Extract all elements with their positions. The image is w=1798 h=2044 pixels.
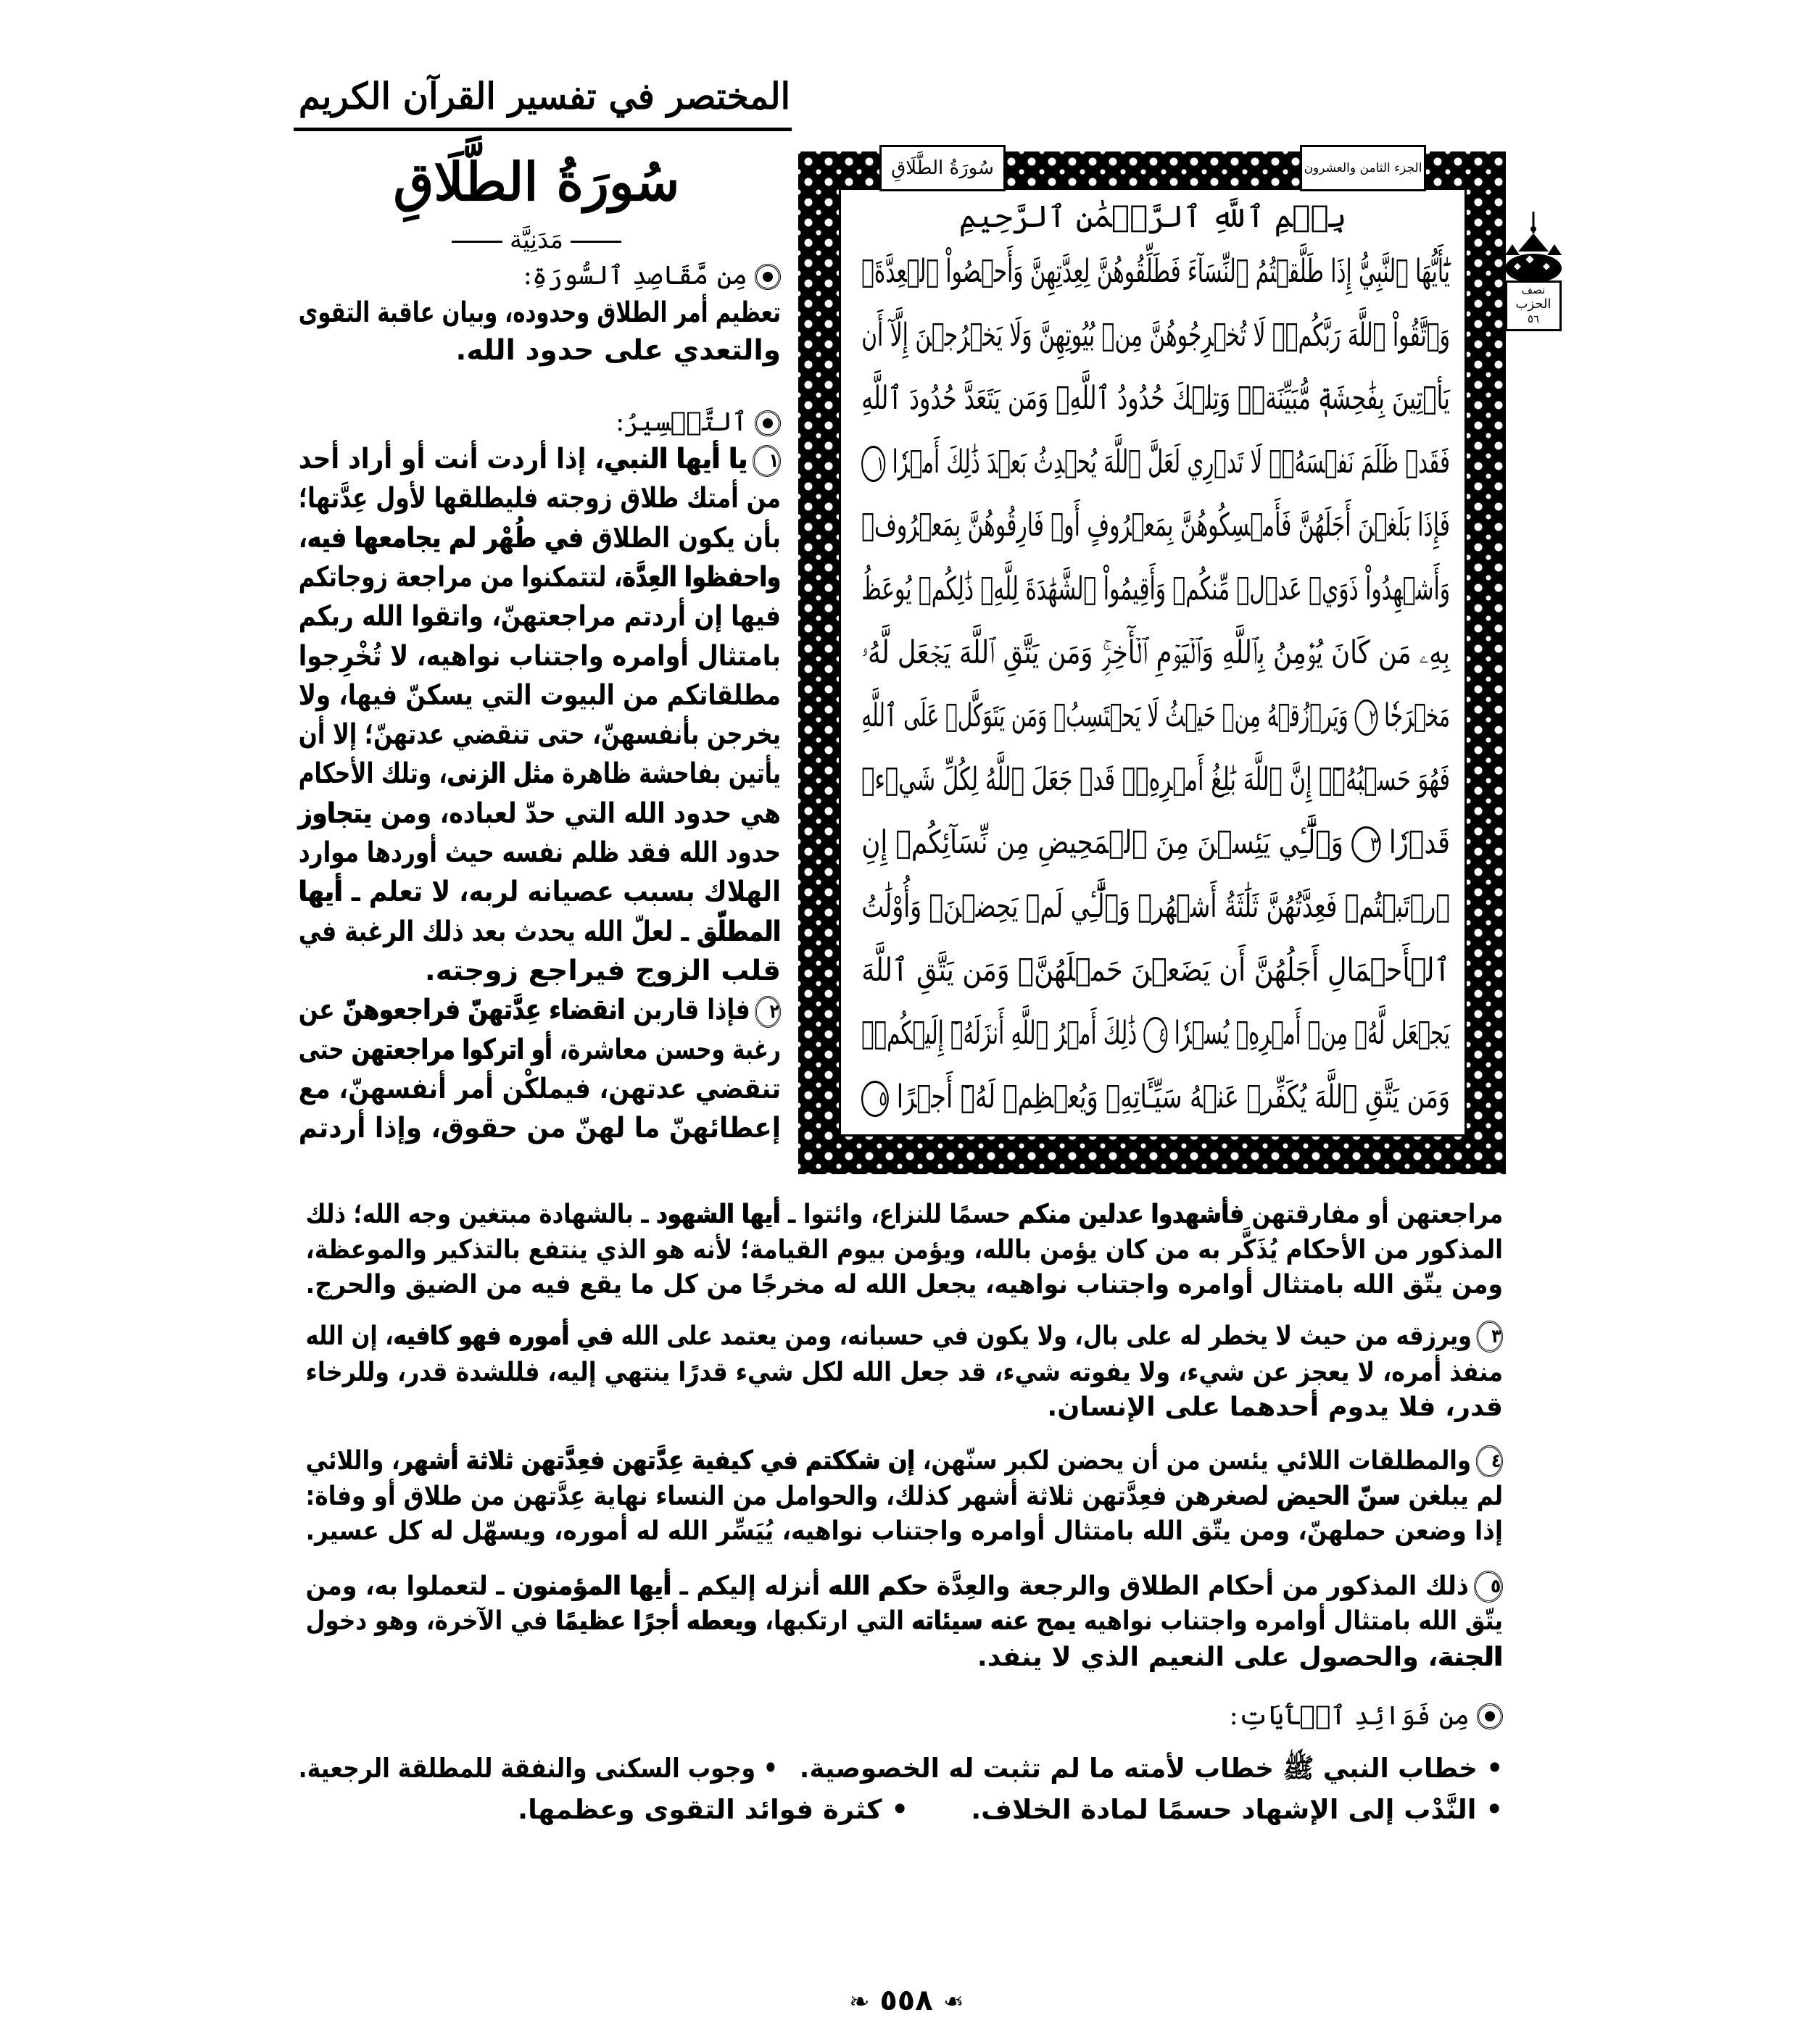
dash-divider: [452, 241, 502, 243]
text-segment: هي حدود الله التي حدّ لعباده، ومن: [372, 797, 781, 830]
quran-line: [861, 246, 1450, 297]
text-line: [298, 717, 781, 753]
verse-number-medallion-icon: ٢: [755, 996, 781, 1028]
quran-text: يَجۡعَل لَّهُۥ مِنۡ أَمۡرِهِۦ يُسۡرٗا: [1174, 1015, 1450, 1052]
book-title: المختصر في تفسير القرآن الكريم: [298, 75, 790, 117]
text-segment: بأن يكون الطلاق: [583, 521, 781, 554]
text-segment: مطلقاتكم من البيوت التي يسكنّ فيها، ولا: [298, 678, 781, 712]
text-segment: ، إذا أردت أنت أو أراد أحد: [298, 443, 605, 475]
quran-text: فَقَدۡ ظَلَمَ نَفۡسَهُۥۚ لَا تَدۡرِي لَعَلَّ ٱللَّهَ يُحۡدِثُ بَعۡدَ ذَٰلِكَ أَمۡرٗا: [892, 443, 1450, 481]
text-line: [298, 520, 781, 557]
text-segment: قدر، فلا يدوم أحدهما على الإنسان.: [1047, 1390, 1503, 1422]
highlighted-phrase: واحفظوا العِدَّة: [622, 560, 781, 594]
basmala: بِسۡمِ ٱللَّهِ ٱلرَّحۡمَٰنِ ٱلرَّحِيمِ: [958, 199, 1347, 234]
text-line: [298, 835, 781, 871]
text-segment: رغبة وحسن معاشرة،: [552, 1033, 781, 1066]
benefit-item: • كثرة فوائد التقوى وعظمها.: [518, 1794, 908, 1825]
verse-number-medallion-icon: ٣: [1477, 1321, 1503, 1353]
quran-text: ذَٰلِكَ أَمۡرُ ٱللَّهِ أَنزَلَهُۥٓ إِلَيۡكُمۡۚ: [861, 1015, 1138, 1052]
quran-text: فَإِذَا بَلَغۡنَ أَجَلَهُنَّ فَأَمۡسِكُوهُنَّ بِمَعۡرُوفٍ أَوۡ فَارِقُوهُنَّ بِمَعۡرُوفٖ: [861, 507, 1450, 544]
text-segment: يأتين بفاحشة ظاهرة: [554, 757, 781, 791]
highlighted-phrase: يتجاوز: [298, 797, 373, 830]
text-line: [298, 992, 781, 1029]
quran-text: يَأۡتِينَ بِفَٰحِشَةٖ مُّبَيِّنَةٖۚ وَتِلۡكَ حُدُودُ ٱللَّهِۚ وَمَن يَتَعَدَّ حُدُودَ ٱللَّهِ: [861, 380, 1450, 417]
text-segment: حسمًا للنزاع، وائتوا ـ: [780, 1197, 1019, 1229]
highlighted-phrase: ويعطه أجرًا عظيمًا: [555, 1604, 758, 1636]
quran-line: [861, 1008, 1450, 1059]
text-line: [298, 1032, 781, 1068]
text-line: [298, 678, 781, 714]
text-segment: ، وتلك الأحكام: [298, 757, 447, 791]
text-line: [305, 1197, 1503, 1231]
text-segment: ، إن الله: [305, 1319, 394, 1351]
text-line: [298, 639, 782, 675]
text-segment: ،: [298, 521, 307, 554]
text-line: [305, 1355, 1503, 1389]
text-line: [298, 756, 781, 792]
text-line: [294, 953, 781, 989]
text-line: [298, 481, 781, 517]
quran-line: [861, 881, 1450, 932]
text-line: [305, 1569, 1503, 1603]
quran-line: [879, 1072, 1450, 1123]
text-segment: مراجعتهن أو مفارقتهن: [1243, 1197, 1503, 1229]
text-segment: حدود الله فقد ظلم نفسه حيث أوردها موارد: [298, 836, 781, 869]
quran-text: بِهِۦ مَن كَانَ يُؤۡمِنُ بِٱللَّهِ وَٱلۡيَوۡمِ ٱلۡأٓخِرِۚ وَمَن يَتَّقِ ٱللَّهَ يَجۡعَل لَّهُۥ: [861, 633, 1450, 671]
section-heading: [294, 257, 781, 294]
section-heading-label: مِن فَوَائِدِ ٱلۡأٓيَاتِ:: [1229, 1700, 1470, 1731]
quran-text: ٱرۡتَبۡتُمۡ فَعِدَّتُهُنَّ ثَلَٰثَةُ أَشۡهُرٖ وَٱلَّٰٓـِٔي لَمۡ يَحِضۡنَۚ وَأُوْلَٰتُ: [861, 888, 1450, 925]
text-line: [298, 914, 781, 950]
highlighted-phrase: أيها المؤمنون: [513, 1569, 672, 1601]
text-segment: عن: [298, 994, 343, 1027]
text-segment: الهلاك بسبب عصيانه لربه، لا تعلم ـ: [342, 876, 781, 909]
highlighted-phrase: في طُهْر لم يجامعها فيه: [307, 521, 584, 554]
text-line: [305, 1603, 1503, 1637]
text-segment: ـ لعلّ الله يحدث بعد ذلك الرغبة في: [298, 915, 697, 948]
highlighted-phrase: أيها: [298, 876, 343, 909]
text-line: [298, 441, 781, 478]
text-segment: ، والحصول على النعيم الذي لا ينفد.: [977, 1640, 1438, 1672]
text-segment: أنزله إليكم ـ: [671, 1569, 829, 1601]
surah-label: سُورَةُ الطَّلَاقِ: [879, 145, 1006, 191]
quran-line: [861, 691, 1450, 741]
hizb-word: الحزب: [1515, 296, 1552, 312]
floral-flourish-icon: ❧: [942, 1987, 964, 2016]
text-line: [298, 1071, 781, 1108]
text-line: [305, 1443, 1503, 1477]
dome-ornament-icon: [1505, 212, 1562, 283]
highlighted-phrase: فأشهدوا عدلين منكم: [1018, 1197, 1244, 1229]
text-segment: ومن يتّق الله بامتثال أوامره واجتناب نواهيه، يجعل الله له مخرجًا من كل ما يقع فيه من الضيق والحرج.: [305, 1268, 1503, 1300]
quran-line: [861, 500, 1450, 551]
quran-line: [861, 628, 1450, 678]
ayah-end-marker-icon: ٥: [861, 1081, 889, 1117]
highlighted-phrase: أو اتركوا مراجعتهن: [352, 1033, 552, 1066]
quran-line: [861, 945, 1450, 996]
text-segment: ـ بالشهادة مبتغين وجه الله؛ ذلك: [305, 1197, 657, 1229]
surah-title: سُورَةُ الطَّلَاقِ: [393, 151, 680, 212]
text-line: [305, 1318, 1503, 1353]
quran-line: [861, 818, 1450, 868]
quran-line: [861, 564, 1450, 615]
hizb-label-box: [1505, 281, 1562, 331]
flower-ornament-icon: [755, 410, 781, 436]
juz-label: الجزء الثامن والعشرون: [1300, 145, 1426, 191]
flower-ornament-icon: [1477, 1703, 1503, 1729]
highlighted-phrase: المطلّق: [697, 915, 781, 948]
section-heading: [294, 1698, 1503, 1732]
quran-text: مَخۡرَجٗا: [1384, 697, 1450, 735]
quran-line: [877, 437, 1450, 488]
highlighted-phrase: سنّ الحيض: [1276, 1479, 1401, 1511]
text-segment: فإذا قاربن: [625, 994, 750, 1027]
verse-number-medallion-icon: ١: [753, 445, 781, 477]
quran-text: وَيَرۡزُقۡهُ مِنۡ حَيۡثُ لَا يَحۡتَسِبُۚ وَمَن يَتَوَكَّلۡ عَلَى ٱللَّهِ: [861, 697, 1348, 735]
highlighted-phrase: في أموره فهو كافيه: [393, 1319, 613, 1351]
text-line: [305, 1513, 1504, 1547]
text-segment: إذا وضعن حملهنّ، ومن يتّق الله بامتثال أوامره واجتناب نواهيه، يُيَسِّر الله له أموره، ويسهّل له كل عسير.: [305, 1514, 1504, 1546]
benefit-item: • النَّدْب إلى الإشهاد حسمًا لمادة الخلاف.: [971, 1794, 1503, 1825]
text-segment: ، واللائي: [305, 1444, 400, 1476]
text-segment: ، لتتمكنوا من مراجعة زوجاتكم: [298, 560, 623, 594]
quran-line: [861, 755, 1450, 805]
highlighted-phrase: حكم الله: [828, 1569, 929, 1601]
quran-text: وَٱلَّٰٓـِٔي يَئِسۡنَ مِنَ ٱلۡمَحِيضِ مِن نِّسَآئِكُمۡ إِنِ: [861, 824, 1343, 862]
text-line: [298, 874, 781, 910]
quran-text: قَدۡرٗا: [1388, 824, 1450, 862]
highlighted-phrase: انقضاء عِدَّتهنّ فراجعوهنّ: [342, 994, 626, 1027]
ayah-end-marker-icon: ١: [861, 446, 885, 482]
surah-type-label: مَدَنِيَّة: [509, 225, 563, 254]
text-line: [294, 333, 781, 369]
text-segment: والتعدي على حدود الله.: [455, 334, 781, 367]
text-segment: التي ارتكبها،: [757, 1604, 912, 1636]
text-segment: بامتثال أوامره واجتناب نواهيه، لا تُخْرِجوا: [298, 639, 782, 673]
quran-text: فَهُوَ حَسۡبُهُۥٓۚ إِنَّ ٱللَّهَ بَٰلِغُ أَمۡرِهِۦۚ قَدۡ جَعَلَ ٱللَّهُ لِكُلِّ شَيۡءٖ: [861, 760, 1450, 798]
ayah-end-marker-icon: ٣: [1351, 826, 1380, 863]
highlighted-phrase: يا أيها النبي: [604, 443, 748, 475]
highlighted-phrase: أيها الشهود: [656, 1197, 781, 1229]
text-segment: ذلك المذكور من أحكام الطلاق والرجعة والعِدَّة: [928, 1569, 1469, 1601]
highlighted-phrase: إن شككتم في كيفية عِدَّتهن فعِدَّتهن ثلاثة أشهر: [399, 1444, 915, 1476]
highlighted-phrase: يمح عنه سيئاته: [911, 1604, 1077, 1636]
hizb-fraction: نصف: [1521, 283, 1546, 296]
quran-text: ٱلۡأَحۡمَالِ أَجَلُهُنَّ أَن يَضَعۡنَ حَمۡلَهُنَّۚ وَمَن يَتَّقِ ٱللَّهَ: [861, 951, 1450, 989]
text-line: [298, 560, 781, 596]
hizb-number: ٥٦: [1527, 312, 1540, 325]
text-line: [305, 1232, 1503, 1266]
quran-text: وَٱتَّقُواْ ٱللَّهَ رَبَّكُمۡۖ لَا تُخۡرِجُوهُنَّ مِنۢ بُيُوتِهِنَّ وَلَا يَخۡرُجۡنَ إِلَّآ أَن: [861, 316, 1450, 354]
quran-text: وَأَشۡهِدُواْ ذَوَيۡ عَدۡلٖ مِّنكُمۡ وَأَقِيمُواْ ٱلشَّهَٰدَةَ لِلَّهِۚ ذَٰلِكُمۡ يُوعَظُ: [861, 570, 1450, 607]
quran-text: يَٰٓأَيُّهَا ٱلنَّبِيُّ إِذَا طَلَّقۡتُمُ ٱلنِّسَآءَ فَطَلِّقُوهُنَّ لِعِدَّتِهِنَّ وَأَحۡصُواْ ٱلۡعِدَّةَۖ: [861, 253, 1450, 290]
ayah-end-marker-icon: ٤: [1143, 1017, 1167, 1053]
text-segment: لصغرهن فعِدَّتهن ثلاثة أشهر كذلك، والحوامل من النساء نهاية عِدَّتهن من طلاق أو وفاة:: [305, 1479, 1277, 1511]
text-segment: لم يبلغن: [1400, 1479, 1503, 1511]
text-line: [294, 1640, 1503, 1674]
quran-line: [861, 310, 1450, 361]
ayah-end-marker-icon: ٢: [1355, 699, 1378, 736]
header-divider: [294, 128, 792, 131]
text-segment: ويرزقه من حيث لا يخطر له على بال، ولا يكون في حسبانه، ومن يعتمد على الله: [613, 1319, 1472, 1351]
text-line: [298, 295, 781, 331]
text-segment: حتى: [298, 1033, 352, 1066]
text-line: [298, 1110, 781, 1147]
quran-line: [861, 373, 1450, 424]
text-segment: تعظيم أمر الطلاق وحدوده، وبيان عاقبة التقوى: [298, 296, 781, 329]
benefit-item: • وجوب السكنى والنفقة للمطلقة الرجعية.: [298, 1753, 778, 1784]
text-segment: في الآخرة، وهو دخول: [305, 1604, 556, 1636]
section-heading-label: ٱلتَّفۡسِيرُ:: [616, 407, 747, 437]
text-segment: والمطلقات اللائي يئسن من أن يحضن لكبر سنّهن،: [914, 1444, 1472, 1476]
text-line: [298, 796, 781, 832]
benefit-item: • خطاب النبي ﷺ خطاب لأمته ما لم تثبت له الخصوصية.: [799, 1753, 1503, 1784]
hizb-marker: [1505, 212, 1562, 329]
text-segment: يخرجن بأنفسهنّ، حتى تنقضي عدتهنّ؛ إلا أن: [298, 718, 781, 752]
text-segment: المذكور من الأحكام يُذَكَّر به من كان يؤمن بالله، ويؤمن بيوم القيامة؛ لأنه هو الذي ينتفع بالتذكير والموعظة،: [305, 1233, 1503, 1265]
text-segment: إعطائهنّ ما لهنّ من حقوق، وإذا أردتم: [298, 1112, 781, 1145]
surah-type: [294, 225, 779, 255]
text-segment: فيها إن أردتم مراجعتهنّ، واتقوا الله ربكم: [298, 600, 781, 633]
dash-divider: [571, 241, 621, 243]
highlighted-phrase: الجنة: [1438, 1640, 1503, 1672]
text-segment: منفذ أمره، لا يعجز عن شيء، ولا يفوته شيء، قد جعل الله لكل شيء قدرًا ينتهي إليه، فللشدة قدر، وللرخاء: [305, 1355, 1503, 1387]
text-segment: من أمتك طلاق زوجته فليطلقها لأول عِدَّتها؛: [298, 482, 781, 515]
quran-text: وَمَن يَتَّقِ ٱللَّهَ يُكَفِّرۡ عَنۡهُ سَيِّـَٔاتِهِۦ وَيُعۡظِمۡ لَهُۥٓ أَجۡرًا: [896, 1078, 1450, 1116]
text-segment: تنقضي عدتهن، فيملكْن أمر أنفسهنّ، مع: [298, 1072, 781, 1105]
flower-ornament-icon: [755, 264, 781, 290]
page-number-value: ٥٥٨: [879, 1984, 933, 2017]
highlighted-phrase: مثل الزنى: [447, 757, 555, 791]
text-segment: قلب الزوج فيراجع زوجته.: [424, 954, 781, 987]
text-line: [305, 1479, 1503, 1513]
page-number: [790, 1979, 1022, 2022]
text-line: [298, 599, 781, 635]
text-line: [294, 1389, 1503, 1424]
section-heading: [294, 404, 781, 440]
verse-number-medallion-icon: ٥: [1474, 1571, 1503, 1603]
section-heading-label: مِن مَّقَاصِدِ ٱلسُّورَةِ:: [523, 261, 747, 291]
text-segment: يتّق الله بامتثال أوامره واجتناب نواهيه: [1076, 1604, 1503, 1636]
text-line: [305, 1267, 1503, 1301]
verse-number-medallion-icon: ٤: [1476, 1445, 1503, 1477]
floral-flourish-icon: ❧: [848, 1987, 870, 2016]
text-segment: ـ لتعملوا به، ومن: [305, 1569, 513, 1601]
